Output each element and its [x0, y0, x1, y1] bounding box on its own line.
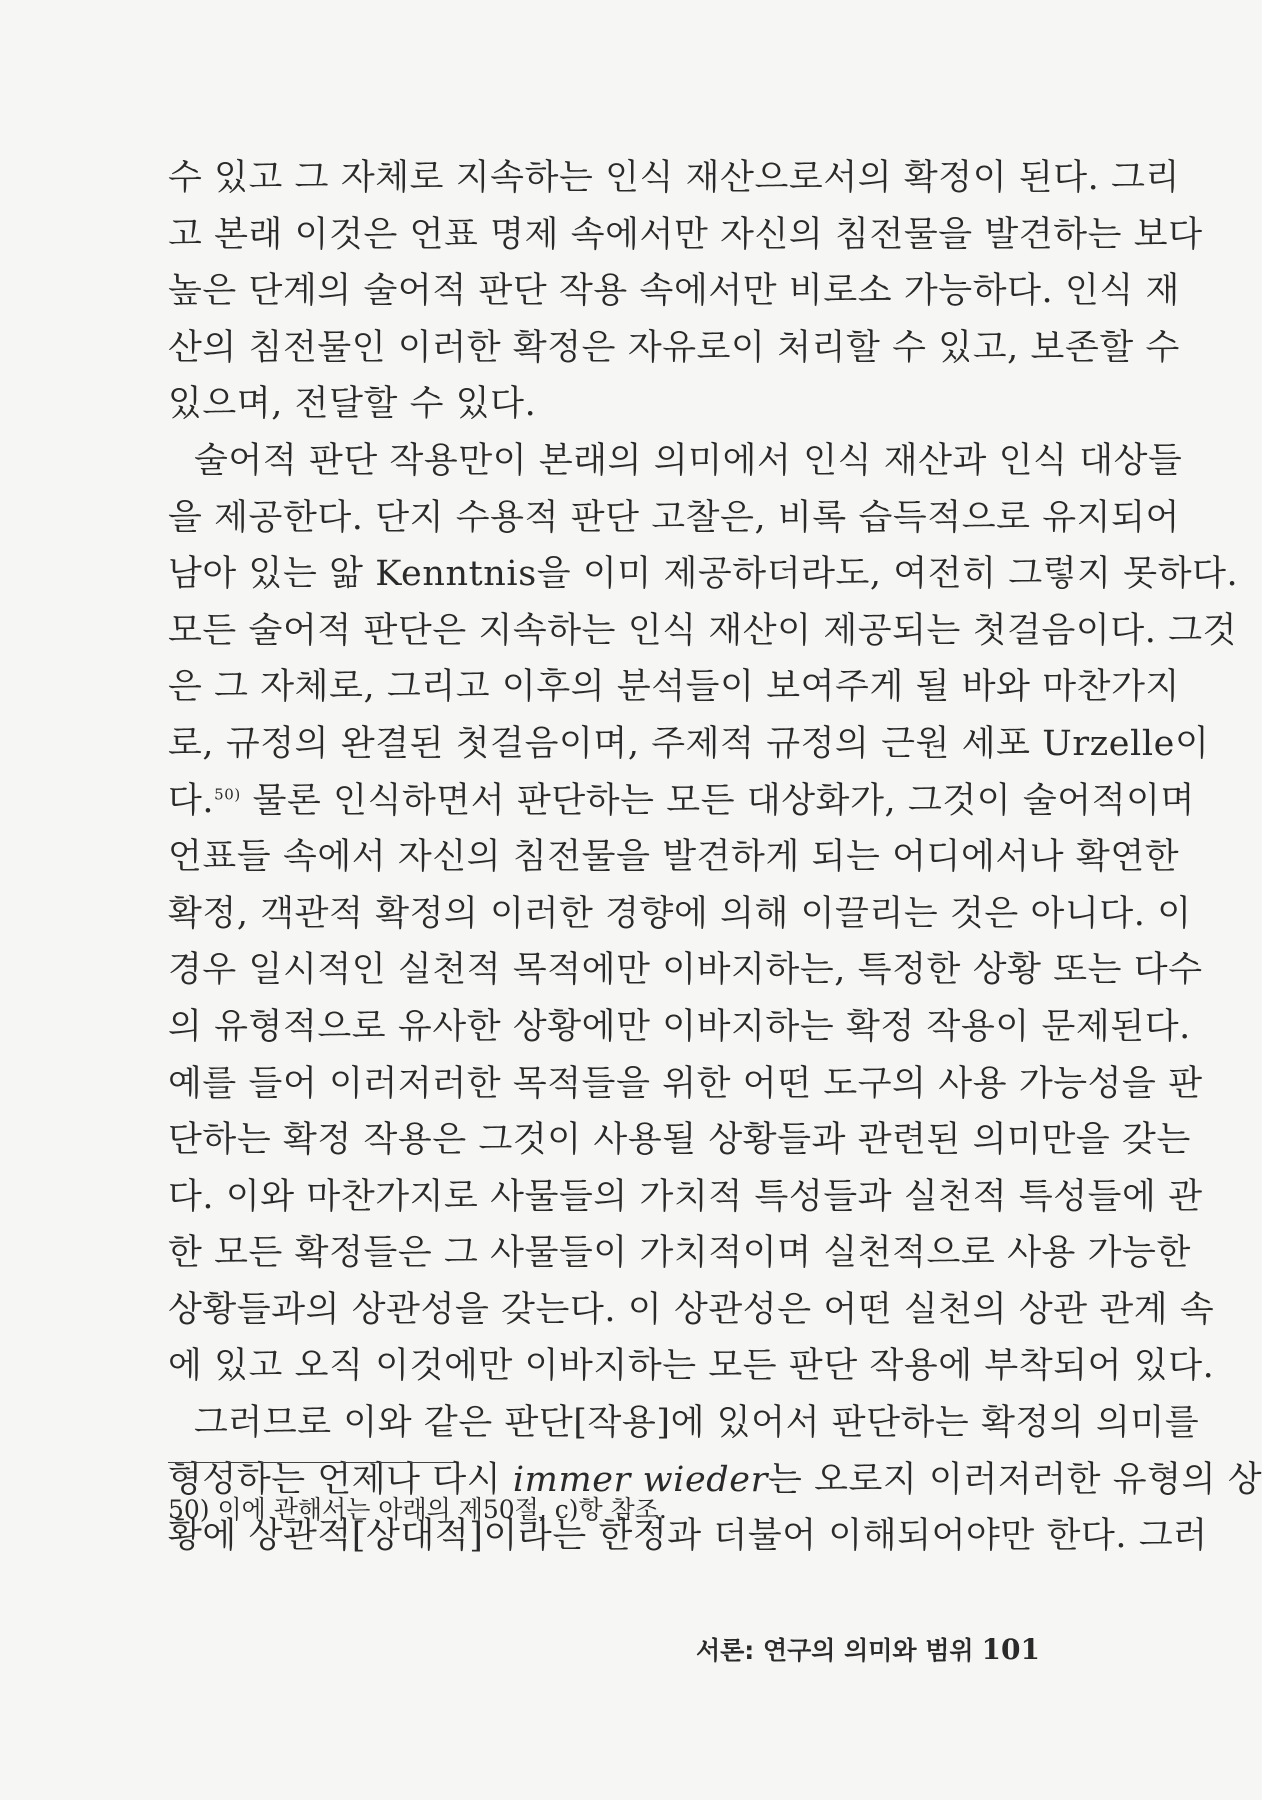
text-line-20: 한 모든 확정들은 그 사물들이 가치적이며 실천적으로 사용 가능한 — [168, 1233, 1191, 1274]
text-line-5: 있으며, 전달할 수 있다. — [168, 384, 537, 425]
running-footer-title: 서론: 연구의 의미와 범위 — [695, 1636, 974, 1665]
text-line-19: 다. 이와 마찬가지로 사물들의 가치적 특성들과 실천적 특성들에 관 — [168, 1176, 1203, 1217]
body-text — [168, 150, 1262, 1565]
text-line-8: 남아 있는 앎 Kenntnis을 이미 제공하더라도, 여전히 그렇지 못하다. — [168, 554, 1239, 595]
text-line-4: 산의 침전물인 이러한 확정은 자유로이 처리할 수 있고, 보존할 수 — [168, 327, 1180, 368]
text-line-15: 경우 일시적인 실천적 목적에만 이바지하는, 특정한 상황 또는 다수 — [168, 950, 1203, 991]
text-line-10: 은 그 자체로, 그리고 이후의 분석들이 보여주게 될 바와 마찬가지 — [168, 667, 1180, 708]
text-line-18: 단하는 확정 작용은 그것이 사용될 상황들과 관련된 의미만을 갖는 — [168, 1120, 1191, 1161]
text-line-25: 황에 상관적[상대적]이라는 한정과 더불어 이해되어야만 한다. 그러 — [168, 1516, 1208, 1557]
text-line-9: 모든 술어적 판단은 지속하는 인식 재산이 제공되는 첫걸음이다. 그것 — [168, 610, 1238, 651]
text-line-7: 을 제공한다. 단지 수용적 판단 고찰은, 비록 습득적으로 유지되어 — [168, 497, 1180, 538]
text-line-6: 술어적 판단 작용만이 본래의 의미에서 인식 재산과 인식 대상들 — [194, 440, 1183, 481]
text-line-16: 의 유형적으로 유사한 상황에만 이바지하는 확정 작용이 문제된다. — [168, 1006, 1191, 1047]
line-text: 물론 인식하면서 판단하는 모든 대상화가, 그것이 술어적이며 — [240, 780, 1195, 821]
line-text: 다. — [168, 780, 215, 821]
text-line-14: 확정, 객관적 확정의 이러한 경향에 의해 이끌리는 것은 아니다. 이 — [168, 893, 1192, 934]
footnote-separator — [168, 1462, 456, 1463]
text-line-22: 에 있고 오직 이것에만 이바지하는 모든 판단 작용에 부착되어 있다. — [168, 1346, 1215, 1387]
italic-term: immer wieder — [512, 1459, 768, 1500]
text-line-2: 고 본래 이것은 언표 명제 속에서만 자신의 침전물을 발견하는 보다 — [168, 214, 1203, 255]
text-line-3: 높은 단계의 술어적 판단 작용 속에서만 비로소 가능하다. 인식 재 — [168, 271, 1180, 312]
page-number: 101 — [981, 1633, 1040, 1666]
text-line-23: 그러므로 이와 같은 판단[작용]에 있어서 판단하는 확정의 의미를 — [194, 1403, 1200, 1444]
running-footer — [696, 1632, 1040, 1669]
line-text: 는 오로지 이러저러한 유형의 상 — [767, 1459, 1262, 1500]
text-line-17: 예를 들어 이러저러한 목적들을 위한 어떤 도구의 사용 가능성을 판 — [168, 1063, 1203, 1104]
footnote-ref: 50) — [214, 784, 241, 803]
line-text: 형성하는 언제나 다시 — [168, 1459, 513, 1500]
text-line-12 — [168, 773, 1195, 830]
text-line-21: 상황들과의 상관성을 갖는다. 이 상관성은 어떤 실천의 상관 관계 속 — [168, 1289, 1215, 1330]
text-line-13: 언표들 속에서 자신의 침전물을 발견하게 되는 어디에서나 확연한 — [168, 837, 1180, 878]
text-line-1: 수 있고 그 자체로 지속하는 인식 재산으로서의 확정이 된다. 그리 — [168, 158, 1180, 198]
text-line-11: 로, 규정의 완결된 첫걸음이며, 주제적 규정의 근원 세포 Urzelle이 — [168, 723, 1210, 764]
footnote: 50) 이에 관해서는 아래의 제50절, c)항 참조. — [168, 1495, 667, 1524]
